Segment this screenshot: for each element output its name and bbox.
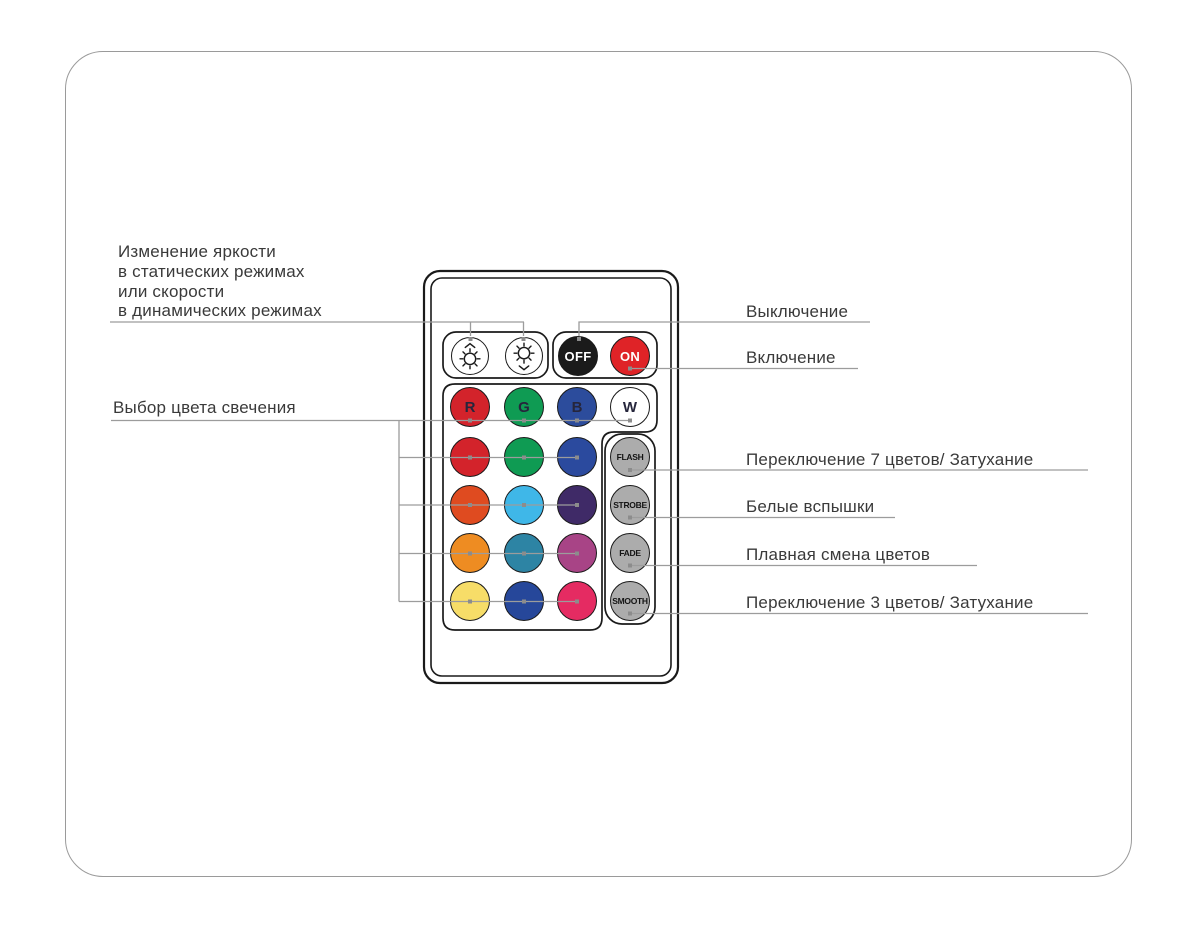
brightness-down-button <box>505 337 543 375</box>
red-button <box>450 387 490 427</box>
white-button <box>610 387 650 427</box>
fade-button <box>610 533 650 573</box>
brightness-note-label <box>118 242 322 321</box>
grid-color-button-r4c3 <box>557 581 597 621</box>
smooth-mode-label: Переключение 3 цветов/ Затухание <box>746 593 1034 612</box>
grid-color-button-r2c3 <box>557 485 597 525</box>
green-button-label: G <box>518 398 530 416</box>
brightness-up-button <box>451 337 489 375</box>
off-button <box>558 336 598 376</box>
fade-mode-label: Плавная смена цветов <box>746 545 931 564</box>
grid-color-button-r1c3 <box>557 437 597 477</box>
brightness-note-line-3: или скорости <box>118 281 225 301</box>
power-off-label: Выключение <box>746 302 849 321</box>
strobe-button <box>610 485 650 525</box>
off-button-label: OFF <box>564 348 592 364</box>
grid-color-button-r3c3 <box>557 533 597 573</box>
on-button <box>610 336 650 376</box>
grid-color-button-r1c1 <box>450 437 490 477</box>
grid-color-button-r4c1 <box>450 581 490 621</box>
strobe-button-label: STROBE <box>613 500 647 510</box>
smooth-button-label: SMOOTH <box>612 596 648 606</box>
green-button <box>504 387 544 427</box>
grid-color-button-r2c1 <box>450 485 490 525</box>
strobe-mode-label: Белые вспышки <box>746 497 875 516</box>
brightness-note-line-1: Изменение яркости <box>118 242 276 261</box>
red-button-label: R <box>464 398 476 416</box>
white-button-label: W <box>622 398 638 416</box>
brightness-down-sun-icon <box>506 337 542 375</box>
blue-button-label: B <box>571 398 583 416</box>
on-button-label: ON <box>619 348 641 364</box>
brightness-note-line-2: в статических режимах <box>118 261 305 281</box>
flash-button-label: FLASH <box>616 452 644 462</box>
brightness-up-sun-icon <box>452 337 488 375</box>
grid-color-button-r3c2 <box>504 533 544 573</box>
grid-color-button-r3c1 <box>450 533 490 573</box>
fade-button-label: FADE <box>619 548 641 558</box>
power-on-label: Включение <box>746 348 836 367</box>
grid-color-button-r4c2 <box>504 581 544 621</box>
brightness-note-line-4: в динамических режимах <box>118 301 322 321</box>
flash-button <box>610 437 650 477</box>
grid-color-button-r1c2 <box>504 437 544 477</box>
smooth-button <box>610 581 650 621</box>
flash-mode-label: Переключение 7 цветов/ Затухание <box>746 450 1034 469</box>
grid-color-button-r2c2 <box>504 485 544 525</box>
blue-button <box>557 387 597 427</box>
color-select-label: Выбор цвета свечения <box>113 398 296 417</box>
